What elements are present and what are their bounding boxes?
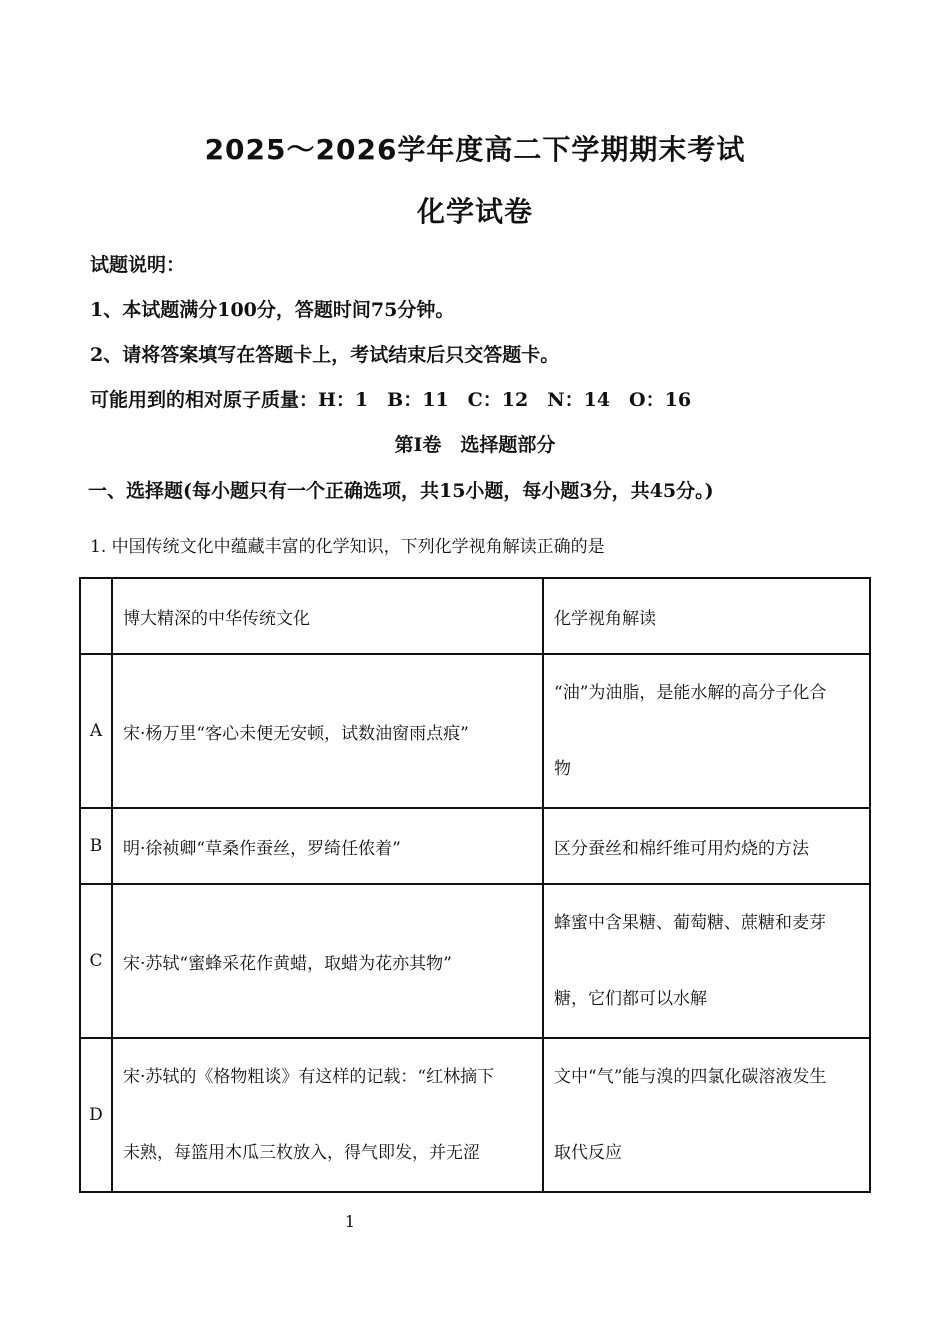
interpretation-line-2: 糖，它们都可以水解 bbox=[554, 989, 707, 1009]
header-cell-empty bbox=[80, 578, 112, 654]
table-header-row bbox=[80, 578, 870, 654]
instruction-rule-2: 2、请将答案填写在答题卡上，考试结束后只交答题卡。 bbox=[90, 344, 560, 366]
culture-cell bbox=[112, 1038, 543, 1192]
interpretation-cell bbox=[543, 1038, 870, 1192]
atomic-mass-line: 可能用到的相对原子质量：H：1 B：11 C：12 N：14 O：16 bbox=[90, 389, 692, 411]
interpretation-cell: 区分蚕丝和棉纤维可用灼烧的方法 bbox=[543, 808, 870, 884]
row-label: D bbox=[80, 1038, 112, 1192]
culture-cell: 宋·杨万里“客心未便无安顿，试数油窗雨点痕” bbox=[112, 654, 543, 808]
culture-line-1: 宋·苏轼的《格物粗谈》有这样的记载：“红林摘下 bbox=[123, 1067, 495, 1087]
interpretation-line-2: 物 bbox=[554, 759, 571, 779]
interpretation-line-1: 蜂蜜中含果糖、葡萄糖、蔗糖和麦芽 bbox=[554, 913, 826, 933]
interpretation-cell bbox=[543, 884, 870, 1038]
culture-line-2: 未熟，每篮用木瓜三枚放入，得气即发，并无涩 bbox=[123, 1143, 480, 1163]
instruction-rule-1: 1、本试题满分100分，答题时间75分钟。 bbox=[90, 299, 455, 321]
header-cell-interpretation: 化学视角解读 bbox=[543, 578, 870, 654]
section-title: 一、选择题(每小题只有一个正确选项，共15小题，每小题3分，共45分。) bbox=[88, 480, 714, 502]
header-cell-culture: 博大精深的中华传统文化 bbox=[112, 578, 543, 654]
exam-subtitle: 化学试卷 bbox=[416, 195, 533, 228]
culture-cell: 明·徐祯卿“草桑作蚕丝，罗绮任侬着” bbox=[112, 808, 543, 884]
interpretation-line-2: 取代反应 bbox=[554, 1143, 622, 1163]
question-1-table bbox=[79, 577, 871, 1193]
instructions-heading: 试题说明： bbox=[90, 254, 186, 276]
interpretation-line-1: 文中“气”能与溴的四氯化碳溶液发生 bbox=[554, 1067, 827, 1087]
table-row-c bbox=[80, 884, 870, 1038]
row-label: C bbox=[80, 884, 112, 1038]
table-row-d bbox=[80, 1038, 870, 1192]
interpretation-cell bbox=[543, 654, 870, 808]
question-1-stem: 1. 中国传统文化中蕴藏丰富的化学知识，下列化学视角解读正确的是 bbox=[90, 537, 605, 557]
table-row-b bbox=[80, 808, 870, 884]
culture-cell: 宋·苏轼“蜜蜂采花作黄蜡，取蜡为花亦其物” bbox=[112, 884, 543, 1038]
part-title: 第Ⅰ卷 选择题部分 bbox=[394, 434, 556, 456]
table-row-a bbox=[80, 654, 870, 808]
exam-title: 2025～2026学年度高二下学期期末考试 bbox=[204, 133, 746, 166]
row-label: A bbox=[80, 654, 112, 808]
row-label: B bbox=[80, 808, 112, 884]
page-number: 1 bbox=[344, 1212, 356, 1231]
interpretation-line-1: “油”为油脂，是能水解的高分子化合 bbox=[554, 683, 827, 703]
